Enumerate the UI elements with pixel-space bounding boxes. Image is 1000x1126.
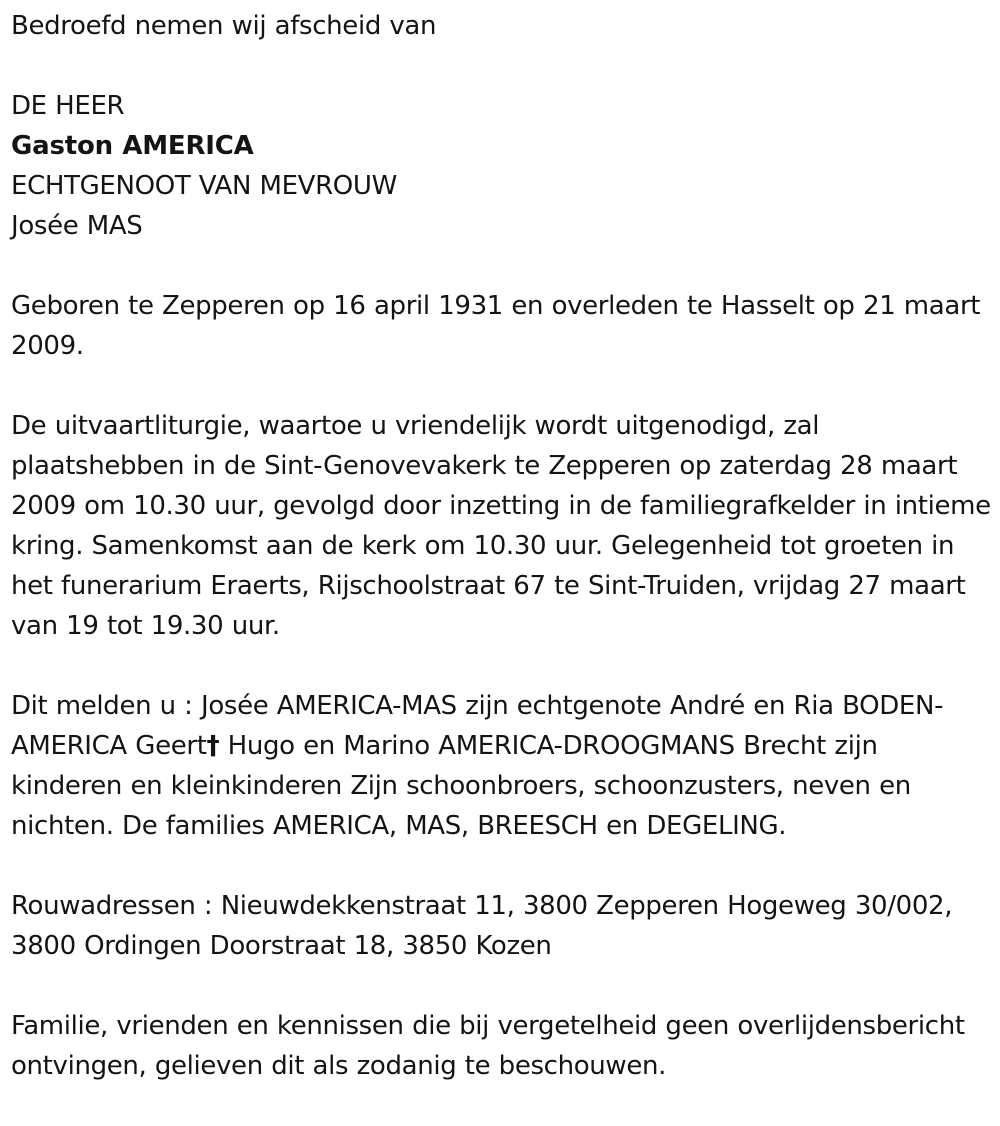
- spouse-name: Josée MAS: [11, 211, 143, 241]
- birth-death-paragraph: Geboren te Zepperen op 16 april 1931 en overleden te Hasselt op 21 maart 2009.: [11, 291, 981, 361]
- announcers-text-end: Hugo en Marino AMERICA-DROOGMANS Brecht zijn kinderen en kleinkinderen Zijn schoonbroers, schoonzusters, neven en nichten. De families AMERICA, MAS, BREESCH en DEGELING.: [11, 731, 911, 841]
- closing-paragraph: Familie, vrienden en kennissen die bij vergetelheid geen overlijdensbericht ontvingen, gelieven dit als zodanig te beschouwen.: [11, 1011, 965, 1081]
- deceased-name: Gaston AMERICA: [11, 131, 254, 161]
- addresses-paragraph: Rouwadressen : Nieuwdekkenstraat 11, 3800 Zepperen Hogeweg 30/002, 3800 Ordingen Doorstraat 18, 3850 Kozen: [11, 891, 953, 961]
- cross-icon: †: [206, 731, 220, 761]
- honorific: DE HEER: [11, 91, 125, 121]
- announcers-text-start: Dit melden u : Josée AMERICA-MAS zijn echtgenote André en Ria BODEN-AMERICA Geert: [11, 691, 944, 761]
- obituary-notice: [11, 6, 991, 1086]
- announcers-paragraph: [11, 686, 991, 846]
- ceremony-paragraph: De uitvaartliturgie, waartoe u vriendelijk wordt uitgenodigd, zal plaatshebben in de Sint-Genovevakerk te Zepperen op zaterdag 28 maart 2009 om 10.30 uur, gevolgd door inzetting in de familiegrafkelder in intieme kring. Samenkomst aan de kerk om 10.30 uur. Gelegenheid tot groeten in het funerarium Eraerts, Rijschoolstraat 67 te Sint-Truiden, vrijdag 27 maart van 19 tot 19.30 uur.: [11, 411, 991, 641]
- spouse-label: ECHTGENOOT VAN MEVROUW: [11, 171, 397, 201]
- intro-line: Bedroefd nemen wij afscheid van: [11, 11, 437, 41]
